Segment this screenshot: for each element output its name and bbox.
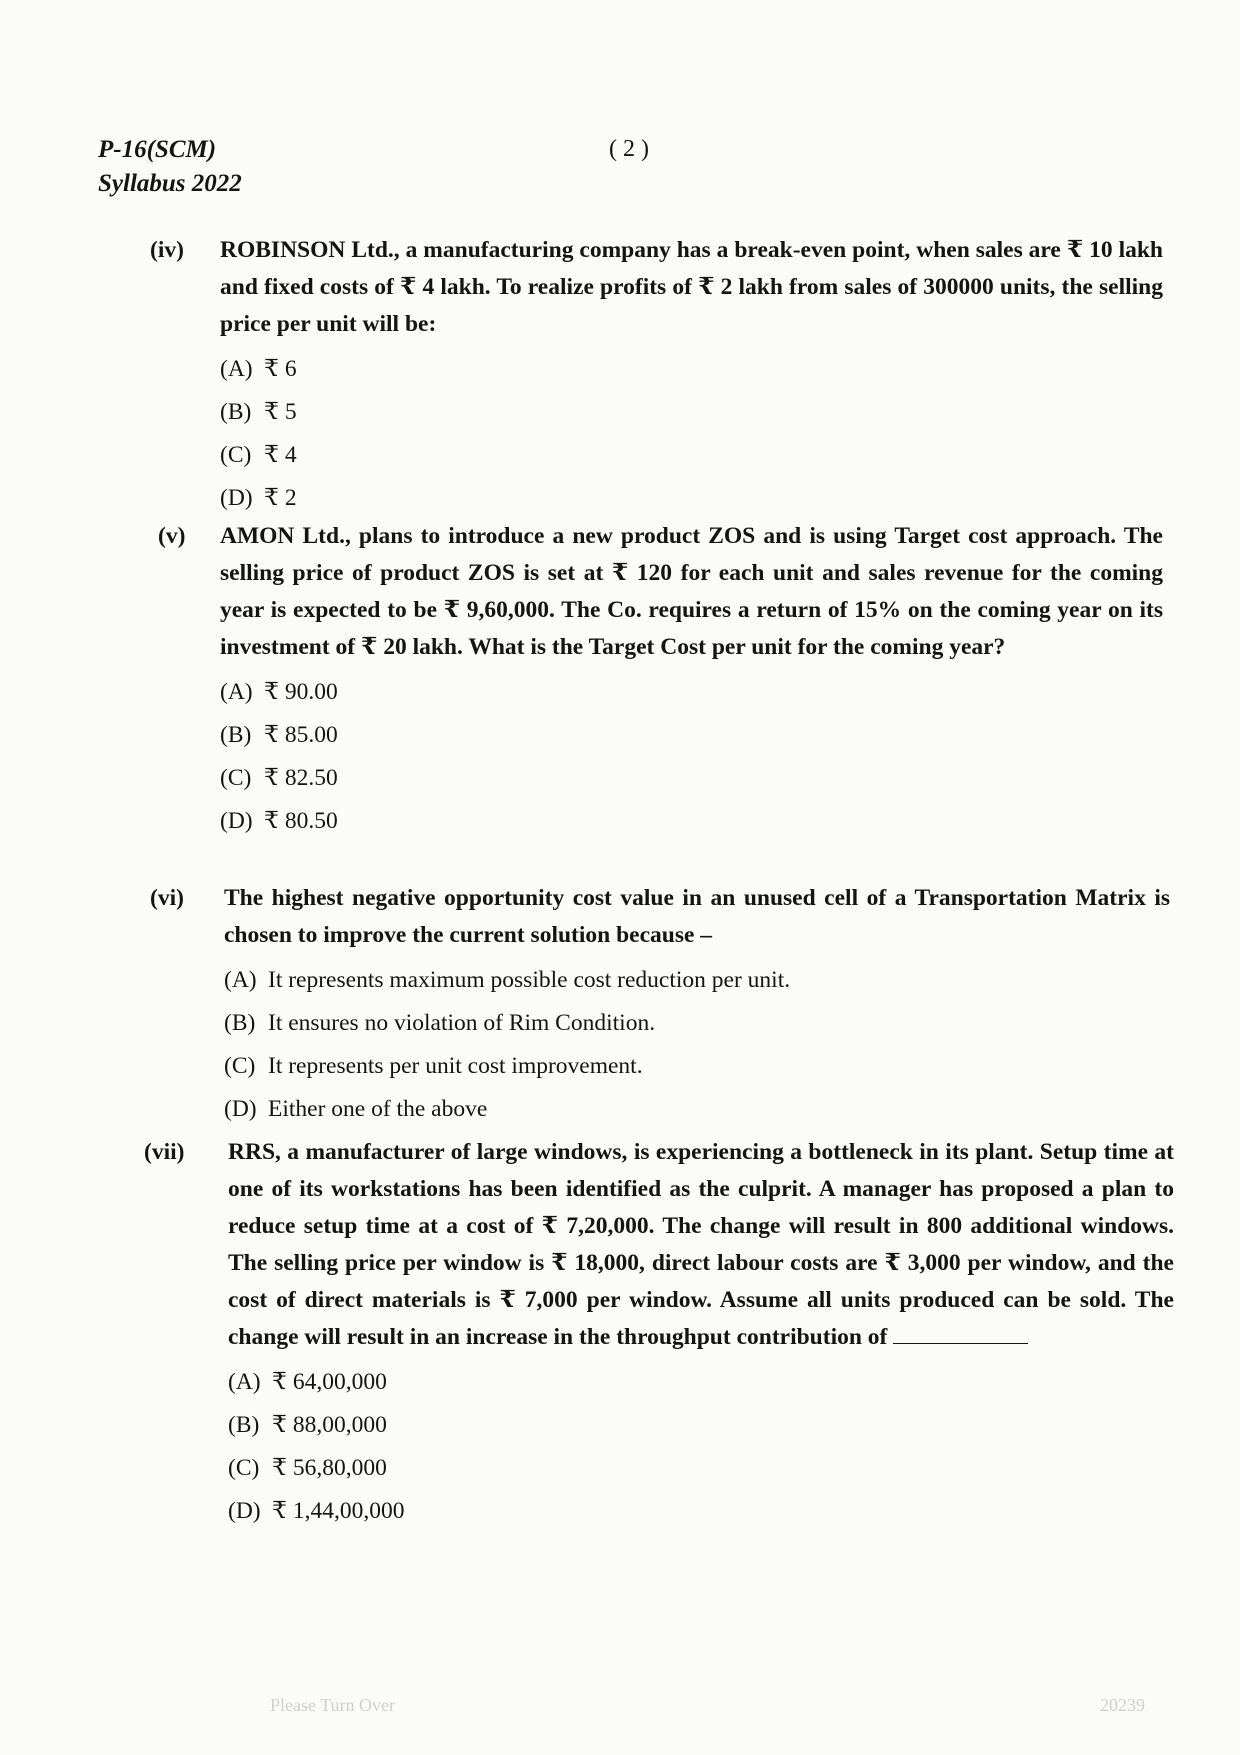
- option-text: Either one of the above: [268, 1096, 488, 1122]
- question-iv: [150, 232, 1163, 520]
- option-d: [220, 477, 1163, 520]
- option-label: (C): [220, 765, 252, 791]
- option-label: (C): [220, 442, 252, 468]
- option-label: (D): [224, 1096, 257, 1122]
- option-d: [220, 800, 1163, 843]
- option-label: (B): [220, 722, 252, 748]
- option-text: ₹ 80.50: [264, 808, 338, 834]
- footer-code: 20239: [1100, 1695, 1145, 1715]
- option-label: (A): [220, 356, 253, 382]
- option-d: [224, 1088, 1170, 1131]
- paper-code: P-16(SCM): [98, 136, 217, 163]
- option-a: [220, 348, 1163, 391]
- option-b: [228, 1404, 1174, 1447]
- question-stem: The highest negative opportunity cost value in an unused cell of a Transportation Matrix is chosen to improve the current solution because –: [224, 885, 1170, 948]
- options-list: [220, 671, 1163, 843]
- question-stem: AMON Ltd., plans to introduce a new product ZOS and is using Target cost approach. The selling price of product ZOS is set at ₹ 120 for each unit and sales revenue for the coming year is expected to be ₹ 9,60,000. The Co. requires a return of 15% on the coming year on its investment of ₹ 20 lakh. What is the Target Cost per unit for the coming year?: [220, 523, 1163, 660]
- option-c: [220, 757, 1163, 800]
- option-text: It represents per unit cost improvement.: [268, 1053, 643, 1079]
- option-label: (D): [220, 808, 253, 834]
- option-label: (B): [228, 1412, 260, 1438]
- question-v: [158, 518, 1163, 843]
- option-label: (B): [224, 1010, 256, 1036]
- question-number: (vi): [150, 885, 184, 911]
- question-stem-text: RRS, a manufacturer of large windows, is experiencing a bottleneck in its plant. Setup time at one of its workstations has been identified as the culprit. A manager has proposed a plan to reduce setup time at a cost of ₹ 7,20,000. The change will result in 800 additional windows. The selling price per window is ₹ 18,000, direct labour costs are ₹ 3,000 per window, and the cost of direct materials is ₹ 7,000 per window. Assume all units produced can be sold. The change will result in an increase in the throughput contribution of: [228, 1139, 1174, 1350]
- option-text: ₹ 88,00,000: [272, 1412, 387, 1438]
- option-label: (D): [228, 1498, 261, 1524]
- option-a: [220, 671, 1163, 714]
- option-label: (A): [224, 967, 257, 993]
- option-a: [228, 1361, 1174, 1404]
- option-text: ₹ 64,00,000: [272, 1369, 387, 1395]
- option-d: [228, 1490, 1174, 1533]
- option-b: [224, 1002, 1170, 1045]
- option-text: ₹ 85.00: [264, 722, 338, 748]
- options-list: [224, 959, 1170, 1131]
- question-vii: [144, 1134, 1174, 1533]
- footer-please-turn-over: Please Turn Over: [270, 1695, 395, 1715]
- question-number: (vii): [144, 1139, 185, 1165]
- option-text: ₹ 5: [264, 399, 297, 425]
- page-number: ( 2 ): [609, 136, 649, 162]
- option-b: [220, 391, 1163, 434]
- option-text: ₹ 6: [264, 356, 297, 382]
- option-text: ₹ 90.00: [264, 679, 338, 705]
- question-stem: ROBINSON Ltd., a manufacturing company has a break-even point, when sales are ₹ 10 lakh and fixed costs of ₹ 4 lakh. To realize profits of ₹ 2 lakh from sales of 300000 units, the selling price per unit will be:: [220, 237, 1163, 337]
- question-vi: [150, 880, 1170, 1131]
- option-text: It ensures no violation of Rim Condition.: [268, 1010, 656, 1036]
- syllabus-label: Syllabus 2022: [98, 170, 242, 197]
- option-label: (A): [228, 1369, 261, 1395]
- question-number: (v): [158, 523, 186, 549]
- question-stem: [228, 1134, 1174, 1356]
- option-label: (C): [224, 1053, 256, 1079]
- option-text: ₹ 56,80,000: [272, 1455, 387, 1481]
- question-number: (iv): [150, 237, 184, 263]
- option-c: [228, 1447, 1174, 1490]
- option-text: ₹ 82.50: [264, 765, 338, 791]
- option-b: [220, 714, 1163, 757]
- option-a: [224, 959, 1170, 1002]
- option-label: (D): [220, 485, 253, 511]
- option-label: (A): [220, 679, 253, 705]
- option-c: [220, 434, 1163, 477]
- option-text: ₹ 4: [264, 442, 297, 468]
- option-c: [224, 1045, 1170, 1088]
- options-list: [228, 1361, 1174, 1533]
- option-text: It represents maximum possible cost reduction per unit.: [268, 967, 791, 993]
- option-label: (B): [220, 399, 252, 425]
- option-text: ₹ 1,44,00,000: [272, 1498, 405, 1524]
- options-list: [220, 348, 1163, 520]
- option-label: (C): [228, 1455, 260, 1481]
- answer-blank: [893, 1321, 1028, 1344]
- option-text: ₹ 2: [264, 485, 297, 511]
